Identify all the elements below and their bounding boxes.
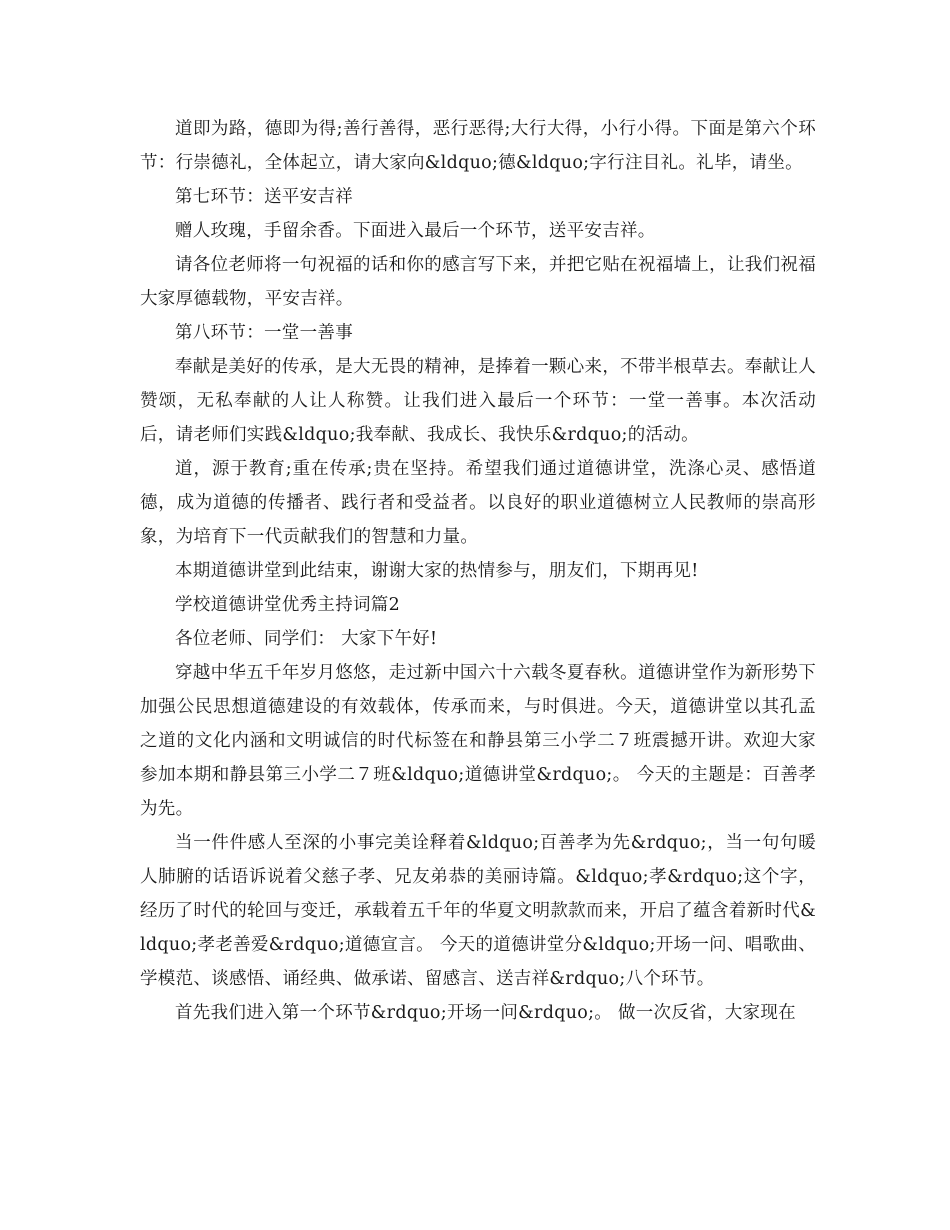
document-body bbox=[140, 112, 816, 1030]
paragraph-8: 当一件件感人至深的小事完美诠释着&ldquo;百善孝为先&rdquo;，当一句句暖人肺腑的话语诉说着父慈子孝、兄友弟恭的美丽诗篇。&ldquo;孝&rdquo;这个字，经历了时代的轮回与变迁，承载着五千年的华夏文明款款而来，开启了蕴含着新时代&ldquo;孝老善爱&rdquo;道德宣言。 今天的道德讲堂分&ldquo;开场一问、唱歌曲、学模范、谈感悟、诵经典、做承诺、留感言、送吉祥&rdquo;八个环节。 bbox=[140, 833, 816, 989]
section-heading-7: 第七环节：送平安吉祥 bbox=[175, 187, 353, 207]
article-title-2: 学校道德讲堂优秀主持词篇2 bbox=[175, 595, 401, 615]
greeting: 各位老师、同学们： 大家下午好! bbox=[175, 629, 438, 649]
paragraph-9: 首先我们进入第一个环节&rdquo;开场一问&rdquo;。 做一次反省，大家现在 bbox=[175, 1003, 796, 1023]
section-heading-8: 第八环节：一堂一善事 bbox=[175, 323, 353, 343]
paragraph-6: 本期道德讲堂到此结束，谢谢大家的热情参与，朋友们，下期再见! bbox=[175, 561, 699, 581]
paragraph-4: 奉献是美好的传承，是大无畏的精神，是捧着一颗心来，不带半根草去。奉献让人赞颂，无私奉献的人让人称赞。让我们进入最后一个环节：一堂一善事。本次活动后，请老师们实践&ldquo;我奉献、我成长、我快乐&rdquo;的活动。 bbox=[140, 357, 816, 445]
paragraph-3: 请各位老师将一句祝福的话和你的感言写下来，并把它贴在祝福墙上，让我们祝福大家厚德载物，平安吉祥。 bbox=[140, 255, 816, 309]
paragraph-2: 赠人玫瑰，手留余香。下面进入最后一个环节，送平安吉祥。 bbox=[175, 221, 656, 241]
paragraph-7: 穿越中华五千年岁月悠悠，走过新中国六十六载冬夏春秋。道德讲堂作为新形势下加强公民思想道德建设的有效载体，传承而来，与时俱进。今天，道德讲堂以其孔孟之道的文化内涵和文明诚信的时代标签在和静县第三小学二７班震撼开讲。欢迎大家参加本期和静县第三小学二７班&ldquo;道德讲堂&rdquo;。 今天的主题是：百善孝为先。 bbox=[140, 663, 816, 819]
paragraph-1: 道即为路，德即为得;善行善得，恶行恶得;大行大得，小行小得。下面是第六个环节：行崇德礼，全体起立，请大家向&ldquo;德&ldquo;字行注目礼。礼毕，请坐。 bbox=[140, 119, 816, 173]
paragraph-5: 道，源于教育;重在传承;贵在坚持。希望我们通过道德讲堂，洗涤心灵、感悟道德，成为道德的传播者、践行者和受益者。以良好的职业道德树立人民教师的崇高形象，为培育下一代贡献我们的智慧和力量。 bbox=[140, 459, 816, 547]
